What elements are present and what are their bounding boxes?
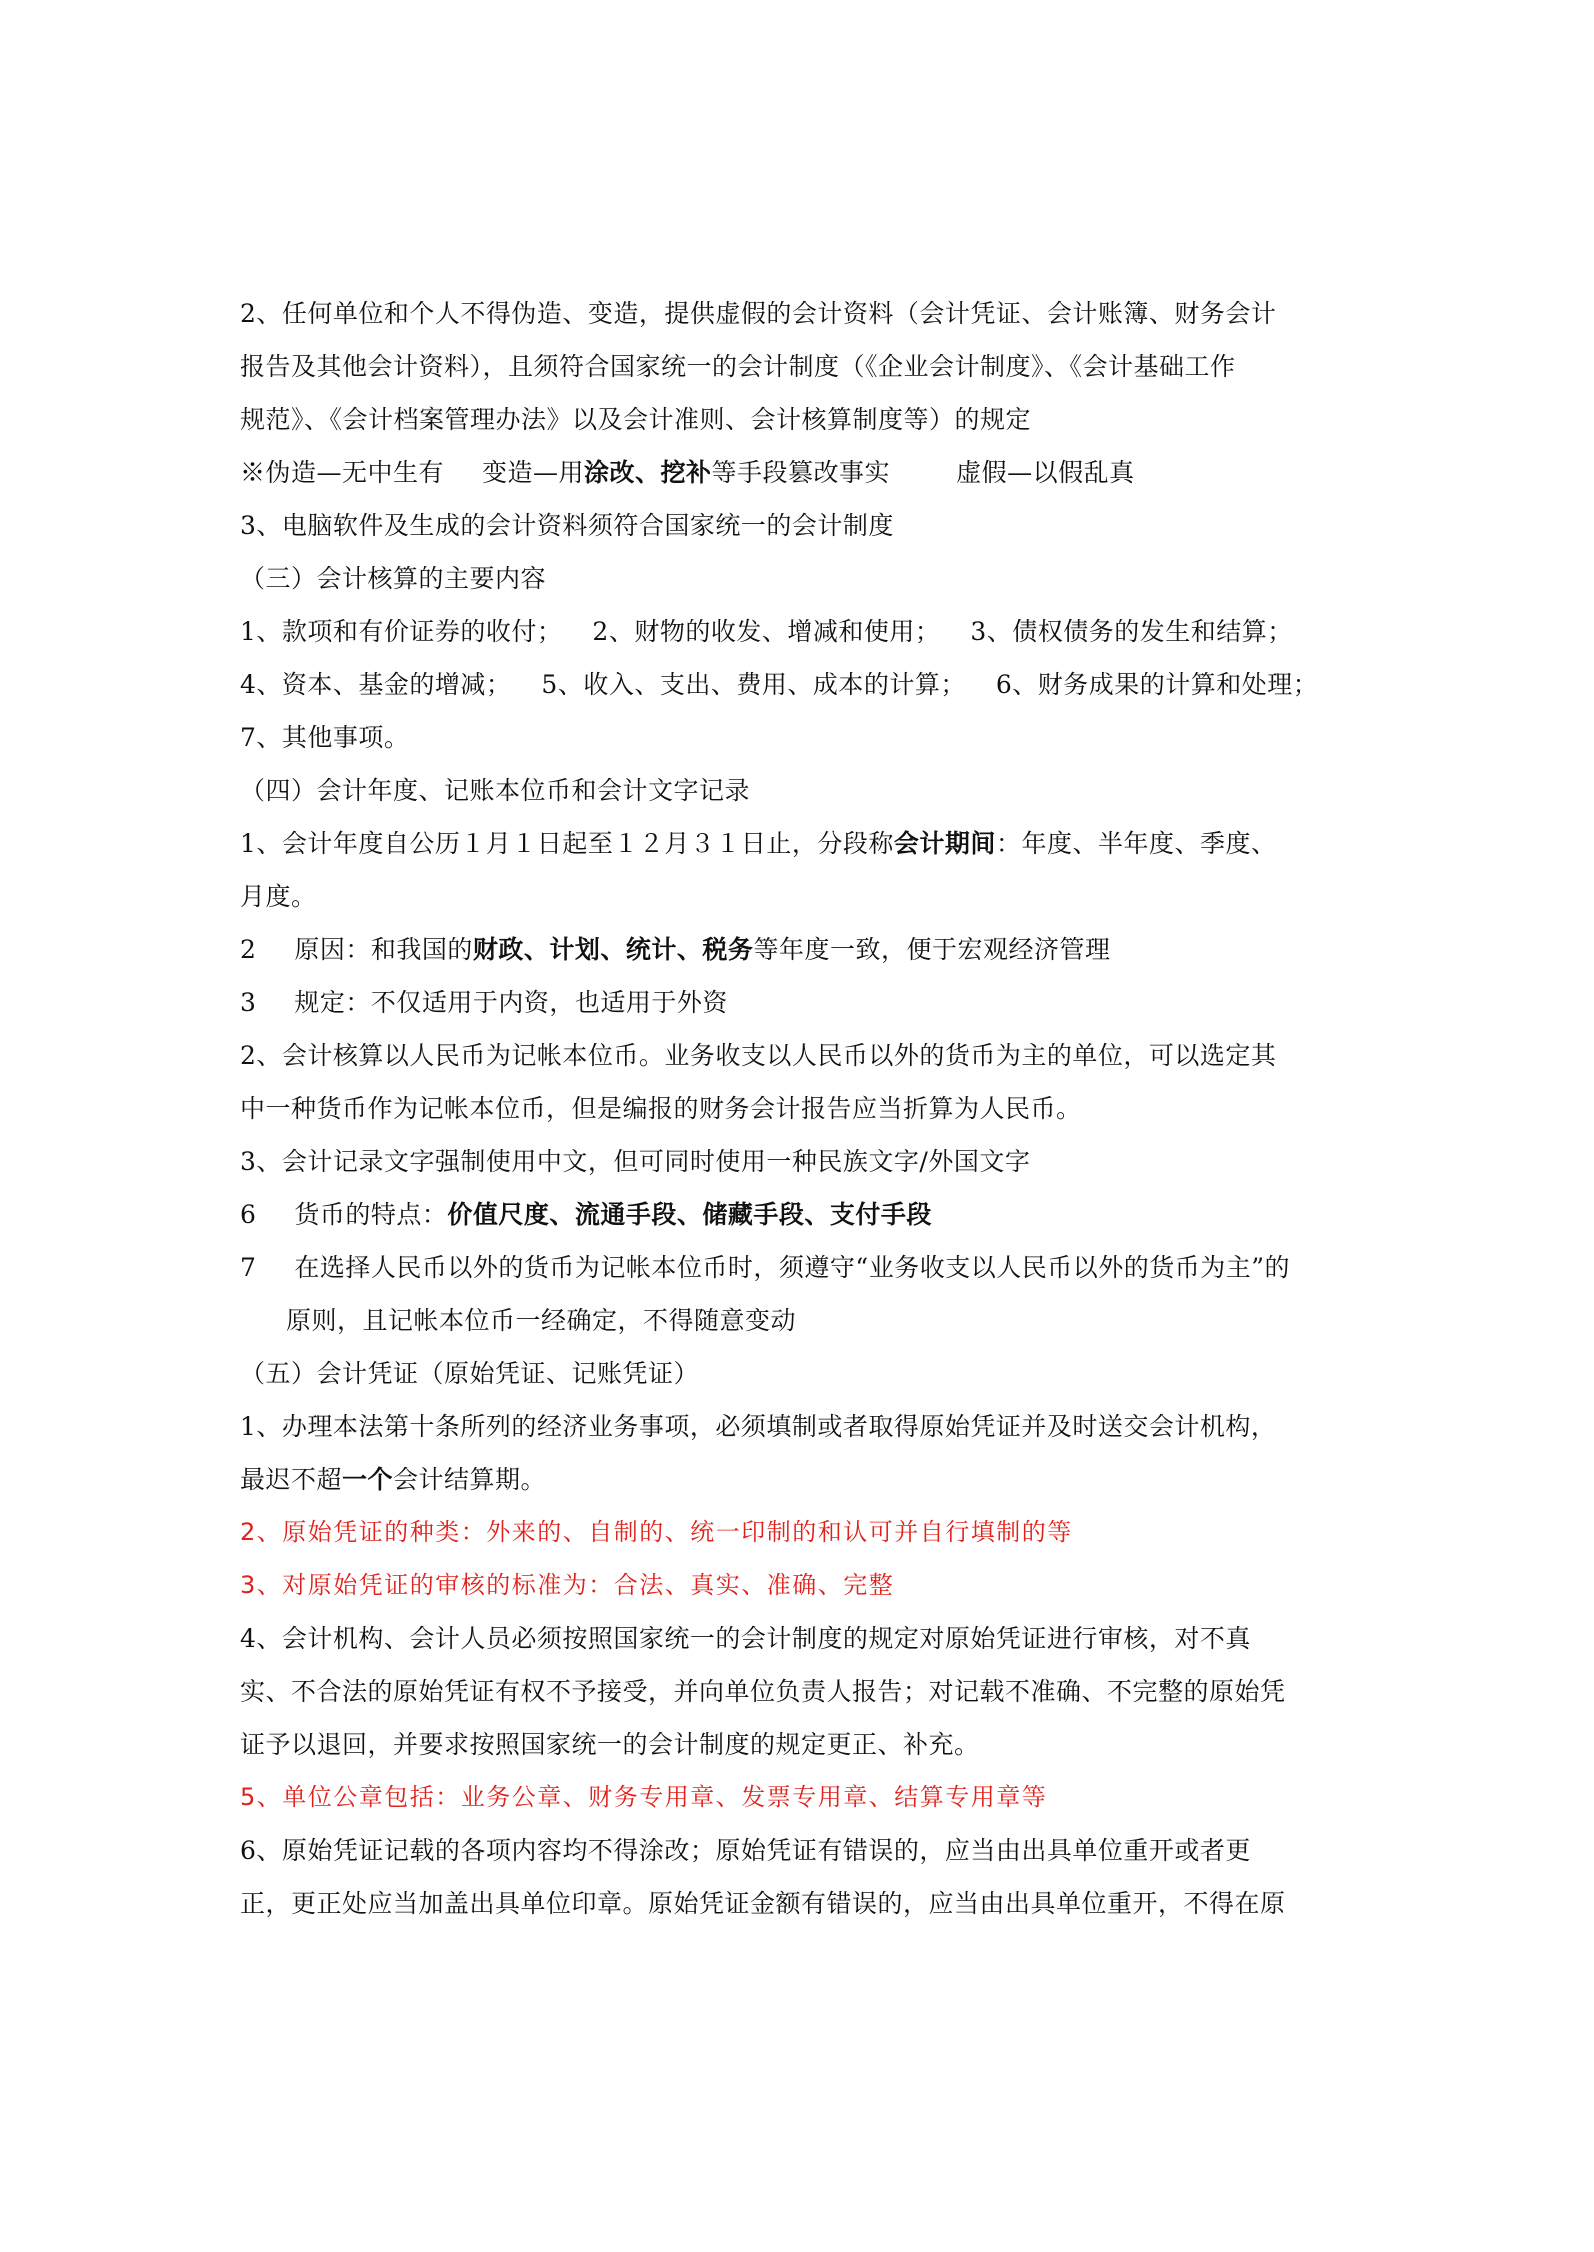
reason-text-a: 原因：和我国的 xyxy=(294,935,473,964)
content-item-7: 7、其他事项。 xyxy=(240,723,410,752)
voucher-1-bold: 一个 xyxy=(342,1465,394,1494)
note-line xyxy=(240,446,1360,499)
voucher-4-line-2: 实、不合法的原始凭证有权不予接受，并向单位负责人报告；对记载不准确、不完整的原始凭 xyxy=(240,1677,1286,1706)
rule-line xyxy=(240,976,1360,1029)
voucher-4-line-1: 4、会计机构、会计人员必须按照国家统一的会计制度的规定对原始凭证进行审核，对不真 xyxy=(240,1624,1251,1653)
note-alter-suffix: 等手段篡改事实 xyxy=(711,458,891,487)
content-items-row-1 xyxy=(240,605,1360,658)
reason-text-c: 等年度一致，便于宏观经济管理 xyxy=(753,935,1111,964)
paragraph-2-line-1: 2、任何单位和个人不得伪造、变造，提供虚假的会计资料（会计凭证、会计账簿、财务会计 xyxy=(240,299,1277,328)
section-heading-5: （五）会计凭证（原始凭证、记账凭证） xyxy=(240,1359,700,1388)
money-traits-bold: 价值尺度、流通手段、储藏手段、支付手段 xyxy=(447,1200,932,1229)
voucher-1-line-2 xyxy=(240,1453,1360,1506)
language-line: 3、会计记录文字强制使用中文，但可同时使用一种民族文字/外国文字 xyxy=(240,1147,1031,1176)
content-item-2: 2、财物的收发、增减和使用； xyxy=(592,617,941,646)
content-item-1: 1、款项和有价证券的收付； xyxy=(240,617,563,646)
money-traits-label: 货币的特点： xyxy=(294,1200,448,1229)
section-heading-3: （三）会计核算的主要内容 xyxy=(240,564,547,593)
paragraph-2-line-2: 报告及其他会计资料），且须符合国家统一的会计制度（《企业会计制度》、《会计基础工作 xyxy=(240,352,1236,381)
note-alter-bold: 涂改、挖补 xyxy=(584,458,712,487)
base-currency-line-1 xyxy=(240,1241,1360,1294)
money-traits-line xyxy=(240,1188,1360,1241)
currency-line-1: 2、会计核算以人民币为记帐本位币。业务收支以人民币以外的货币为主的单位，可以选定其 xyxy=(240,1041,1277,1070)
paragraph-2-line-3: 规范》、《会计档案管理办法》以及会计准则、会计核算制度等）的规定 xyxy=(240,405,1032,434)
voucher-4-line-3: 证予以退回，并要求按照国家统一的会计制度的规定更正、补充。 xyxy=(240,1730,980,1759)
voucher-2-red: 2、原始凭证的种类：外来的、自制的、统一印制的和认可并自行填制的等 xyxy=(240,1518,1073,1546)
content-item-6: 6、财务成果的计算和处理； xyxy=(995,670,1319,699)
base-currency-line-2: 原则，且记帐本位币一经确定，不得随意变动 xyxy=(286,1306,797,1335)
note-forge: ※伪造—无中生有 xyxy=(240,458,445,487)
document-body xyxy=(240,287,1360,1930)
rule-number: 3 xyxy=(240,988,257,1017)
accounting-period-bold: 会计期间 xyxy=(893,829,996,858)
content-item-4: 4、资本、基金的增减； xyxy=(240,670,512,699)
voucher-5-red: 5、单位公章包括：业务公章、财务专用章、发票专用章、结算专用章等 xyxy=(240,1783,1048,1811)
content-item-3: 3、债权债务的发生和结算； xyxy=(970,617,1293,646)
year-line-2: 月度。 xyxy=(240,882,317,911)
voucher-6-line-1: 6、原始凭证记载的各项内容均不得涂改；原始凭证有错误的，应当由出具单位重开或者更 xyxy=(240,1836,1251,1865)
voucher-1-text-c: 会计结算期。 xyxy=(393,1465,547,1494)
paragraph-3: 3、电脑软件及生成的会计资料须符合国家统一的会计制度 xyxy=(240,511,894,540)
reason-line xyxy=(240,923,1360,976)
section-heading-4: （四）会计年度、记账本位币和会计文字记录 xyxy=(240,776,751,805)
money-traits-number: 6 xyxy=(240,1200,257,1229)
content-items-row-2 xyxy=(240,658,1360,711)
reason-number: 2 xyxy=(240,935,257,964)
content-item-5: 5、收入、支出、费用、成本的计算； xyxy=(541,670,966,699)
note-false: 虚假—以假乱真 xyxy=(956,458,1135,487)
year-text-a: 1、会计年度自公历１月１日起至１２月３１日止，分段称 xyxy=(240,829,894,858)
reason-bold: 财政、计划、统计、税务 xyxy=(472,935,754,964)
year-text-c: ：年度、半年度、季度、 xyxy=(995,829,1277,858)
currency-line-2: 中一种货币作为记帐本位币，但是编报的财务会计报告应当折算为人民币。 xyxy=(240,1094,1082,1123)
base-currency-number: 7 xyxy=(240,1253,257,1282)
note-alter-prefix: 变造—用 xyxy=(482,458,585,487)
voucher-6-line-2: 正，更正处应当加盖出具单位印章。原始凭证金额有错误的，应当由出具单位重开，不得在原 xyxy=(240,1889,1286,1918)
voucher-1-line-1: 1、办理本法第十条所列的经济业务事项，必须填制或者取得原始凭证并及时送交会计机构， xyxy=(240,1412,1277,1441)
base-currency-text: 在选择人民币以外的货币为记帐本位币时，须遵守“业务收支以人民币以外的货币为主”的 xyxy=(294,1253,1290,1282)
rule-text: 规定：不仅适用于内资，也适用于外资 xyxy=(294,988,728,1017)
year-line-1 xyxy=(240,817,1360,870)
voucher-1-text-a: 最迟不超 xyxy=(240,1465,343,1494)
voucher-3-red: 3、对原始凭证的审核的标准为：合法、真实、准确、完整 xyxy=(240,1571,895,1599)
